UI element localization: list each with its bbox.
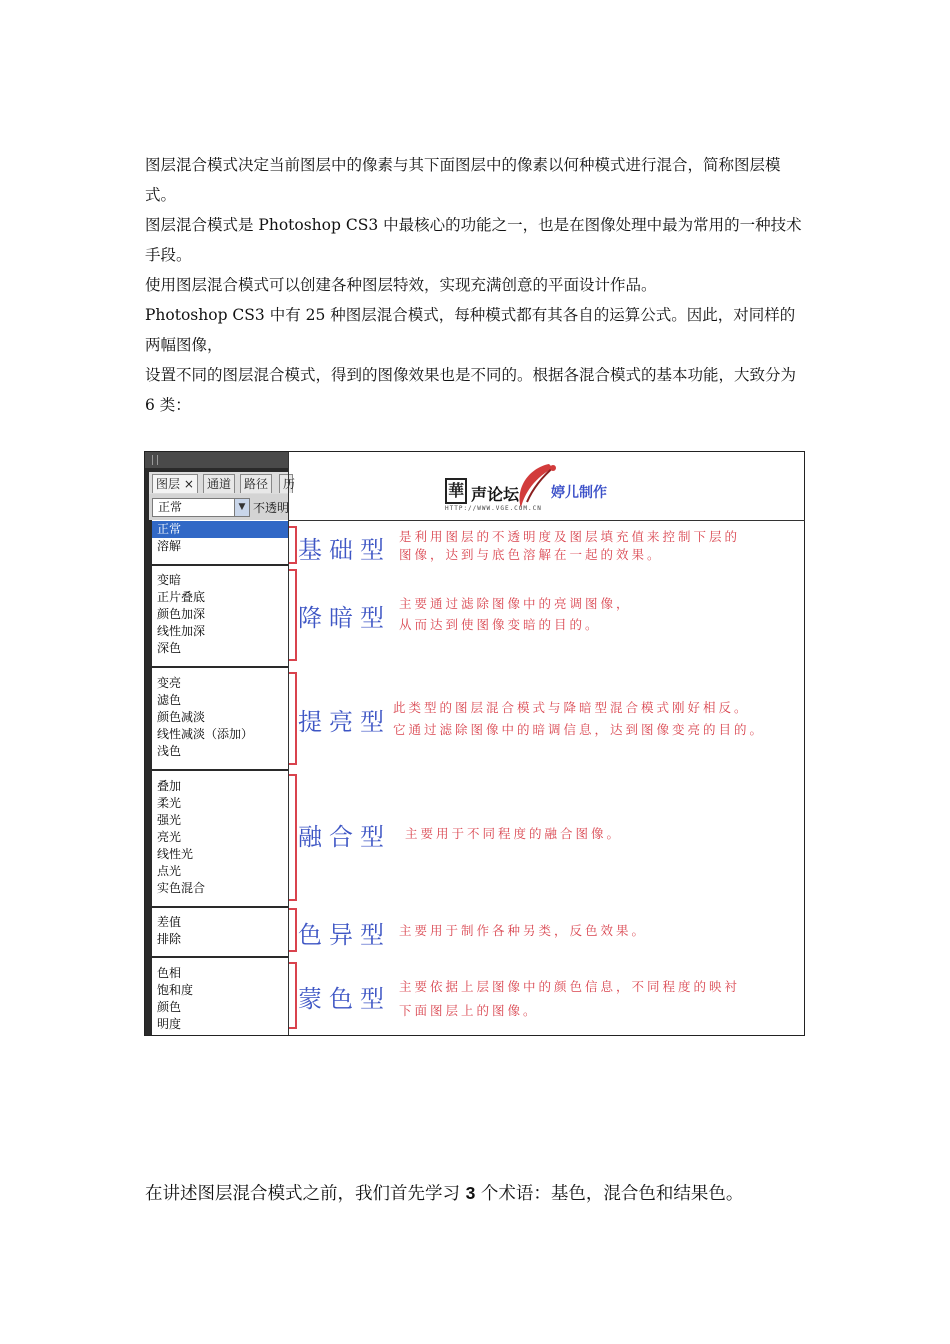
chevron-down-icon[interactable]: ▼ bbox=[234, 499, 249, 516]
mode-item[interactable]: 差值 bbox=[157, 915, 182, 929]
mode-item[interactable]: 亮光 bbox=[157, 830, 182, 844]
bracket bbox=[289, 672, 297, 765]
mode-group-darken bbox=[152, 572, 288, 657]
mode-item[interactable]: 叠加 bbox=[157, 779, 182, 793]
closing-text-after: 个术语：基色，混合色和结果色。 bbox=[475, 1184, 744, 1204]
paragraph-4: Photoshop CS3 中有 25 种图层混合模式，每种模式都有其各自的运算公式。因此，对同样的两幅图像， bbox=[145, 306, 796, 354]
bracket bbox=[289, 526, 297, 564]
mode-item[interactable]: 线性加深 bbox=[157, 624, 206, 638]
logo-url: HTTP://WWW.VGE.COM.CN bbox=[445, 505, 542, 512]
logo-author: 婷儿制作 bbox=[551, 485, 607, 501]
bracket bbox=[289, 962, 297, 1029]
category-table bbox=[288, 452, 804, 1035]
paragraph-2: 图层混合模式是 Photoshop CS3 中最核心的功能之一，也是在图像处理中最为常用的一种技术手段。 bbox=[145, 216, 802, 264]
desc-line: 下面图层上的图像。 bbox=[399, 1003, 539, 1018]
desc-line: 图像，达到与底色溶解在一起的效果。 bbox=[399, 547, 663, 562]
desc-line: 从而达到使图像变暗的目的。 bbox=[399, 617, 601, 632]
mode-item[interactable]: 浅色 bbox=[157, 744, 182, 758]
mode-item[interactable]: 正片叠底 bbox=[157, 590, 206, 604]
paragraph-5: 设置不同的图层混合模式，得到的图像效果也是不同的。根据各混合模式的基本功能，大致分为 6 类： bbox=[145, 366, 797, 414]
separator bbox=[152, 769, 288, 771]
category-darken-desc bbox=[399, 593, 632, 635]
tab-history[interactable]: 历 bbox=[279, 474, 293, 493]
category-inversion-desc bbox=[399, 922, 647, 940]
desc-line: 主要用于制作各种另类，反色效果。 bbox=[399, 923, 648, 938]
mode-item[interactable]: 点光 bbox=[157, 864, 182, 878]
mode-item[interactable]: 实色混合 bbox=[157, 881, 206, 895]
desc-line: 主要依据上层图像中的颜色信息，不同程度的映衬 bbox=[399, 979, 741, 994]
separator bbox=[152, 906, 288, 908]
logo-mark-icon: 華 bbox=[445, 478, 467, 504]
desc-line: 此类型的图层混合模式与降暗型混合模式刚好相反。 bbox=[393, 700, 750, 715]
separator bbox=[152, 956, 288, 958]
mode-item[interactable]: 滤色 bbox=[157, 693, 182, 707]
desc-line: 主要通过滤除图像中的亮调图像， bbox=[399, 596, 632, 611]
panel-titlebar bbox=[145, 452, 288, 468]
forum-logo bbox=[289, 452, 805, 521]
bracket bbox=[289, 774, 297, 901]
mode-item[interactable]: 线性减淡（添加） bbox=[157, 727, 254, 741]
mode-item[interactable]: 排除 bbox=[157, 932, 182, 946]
closing-text-before: 在讲述图层混合模式之前，我们首先学习 bbox=[145, 1184, 466, 1204]
category-basic: 基础型 bbox=[298, 536, 391, 564]
closing-number: 3 bbox=[465, 1183, 476, 1203]
tab-channels[interactable]: 通道 bbox=[203, 474, 235, 493]
blend-mode-list bbox=[152, 520, 288, 1035]
mode-item[interactable]: 明度 bbox=[157, 1017, 182, 1031]
paragraph-1: 图层混合模式决定当前图层中的像素与其下面图层中的像素以何种模式进行混合，简称图层模式。 bbox=[145, 156, 781, 204]
separator bbox=[152, 564, 288, 566]
mode-item[interactable]: 深色 bbox=[157, 641, 182, 655]
mode-item[interactable]: 变暗 bbox=[157, 573, 182, 587]
tab-paths[interactable]: 路径 bbox=[240, 474, 272, 493]
bracket bbox=[289, 908, 297, 952]
mode-item[interactable]: 溶解 bbox=[157, 539, 182, 553]
desc-line: 主要用于不同程度的融合图像。 bbox=[405, 826, 623, 841]
grip-icon[interactable] bbox=[152, 455, 158, 465]
mode-group-contrast bbox=[152, 778, 288, 897]
blend-mode-value: 正常 bbox=[158, 500, 183, 514]
category-lighten-desc bbox=[393, 697, 765, 741]
category-component: 蒙色型 bbox=[298, 985, 391, 1013]
layers-panel bbox=[145, 452, 296, 1035]
category-basic-desc bbox=[399, 528, 740, 564]
mode-item[interactable]: 颜色减淡 bbox=[157, 710, 206, 724]
logo-text: 声论坛 bbox=[471, 485, 520, 504]
mode-item[interactable]: 色相 bbox=[157, 966, 182, 980]
category-blend: 融合型 bbox=[298, 823, 391, 851]
mode-item[interactable]: 柔光 bbox=[157, 796, 182, 810]
bracket bbox=[289, 569, 297, 661]
mode-group-lighten bbox=[152, 675, 288, 760]
mode-group-inversion bbox=[152, 914, 288, 948]
mode-group-component bbox=[152, 965, 288, 1033]
category-lighten: 提亮型 bbox=[298, 708, 391, 736]
tab-layers[interactable]: 图层 × bbox=[152, 474, 198, 493]
opacity-label: 不透明 bbox=[253, 501, 290, 515]
desc-line: 它通过滤除图像中的暗调信息，达到图像变亮的目的。 bbox=[393, 722, 766, 737]
mode-item[interactable]: 变亮 bbox=[157, 676, 182, 690]
category-component-desc bbox=[399, 975, 740, 1023]
mode-item[interactable]: 饱和度 bbox=[157, 983, 194, 997]
closing-paragraph bbox=[145, 1178, 743, 1209]
mode-item-normal[interactable]: 正常 bbox=[152, 521, 288, 538]
separator bbox=[152, 666, 288, 668]
blend-mode-select[interactable] bbox=[152, 498, 250, 517]
category-blend-desc bbox=[405, 825, 622, 843]
mode-item[interactable]: 线性光 bbox=[157, 847, 194, 861]
mode-item[interactable]: 强光 bbox=[157, 813, 182, 827]
category-darken: 降暗型 bbox=[298, 604, 391, 632]
paragraph-3: 使用图层混合模式可以创建各种图层特效，实现充满创意的平面设计作品。 bbox=[145, 276, 657, 294]
blend-mode-row bbox=[149, 494, 288, 520]
mode-item[interactable]: 颜色加深 bbox=[157, 607, 206, 621]
mode-group-basic bbox=[152, 521, 288, 555]
panel-tabs bbox=[149, 472, 296, 494]
desc-line: 是利用图层的不透明度及图层填充值来控制下层的 bbox=[399, 529, 741, 544]
blend-mode-figure bbox=[144, 451, 805, 1036]
mode-item[interactable]: 颜色 bbox=[157, 1000, 182, 1014]
category-inversion: 色异型 bbox=[298, 921, 391, 949]
